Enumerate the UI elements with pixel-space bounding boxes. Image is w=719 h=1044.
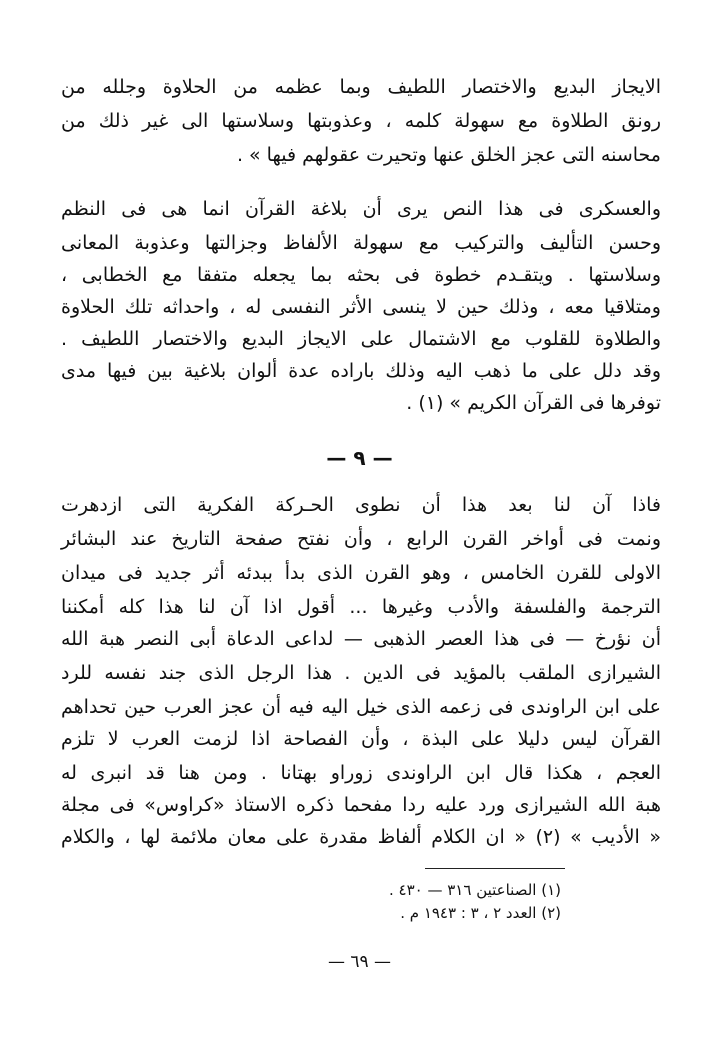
text-line: العجم ، هكذا قال ابن الراوندى زوراو بهتانا . ومن هنا قد انبرى له [61,762,661,784]
text-line: على ابن الراوندى فى زعمه الذى خيل اليه فيه أن عجز العرب حين تحداهم [61,696,661,718]
text-line: محاسنه التى عجز الخلق عنها وتحيرت عقولهم فيها » . [236,144,661,166]
footnote: (٢) العدد ٢ ، ٣ : ١٩٤٣ م . [400,904,561,922]
footnote-divider [425,868,565,869]
text-line: الاولى للقرن الخامس ، وهو القرن الذى بدأ ببدئه أثر جديد فى ميدان [61,562,661,584]
page-number: — ٦٩ — [327,952,392,972]
text-line: والعسكرى فى هذا النص يرى أن بلاغة القرآن انما هى فى النظم [61,198,661,220]
text-line: فاذا آن لنا بعد هذا أن نطوى الحـركة الفكرية التى ازدهرت [61,494,661,516]
text-line: القرآن ليس دليلا على البذة ، وأن الفصاحة اذا لزمت العرب لا تلزم [61,728,661,750]
text-line: توفرها فى القرآن الكريم » (١) . [406,392,661,414]
text-line: ومتلاقيا معه ، وذلك حين لا ينسى الأثر النفسى له ، واحداثه تلك الحلاوة [61,296,661,318]
text-line: رونق الطلاوة مع سهولة كلمه ، وعذوبتها وسلاستها الى غير ذلك من [61,110,661,132]
text-line: هبة الله الشيرازى ورد عليه ردا مفحما ذكره الاستاذ «كراوس» فى مجلة [61,794,661,816]
text-line: « الأديب » (٢) « ان الكلام ألفاظ مقدرة على معان ملائمة لها ، والكلام [61,826,661,848]
text-line: وحسن التأليف والتركيب مع سهولة الألفاظ وجزالتها وعذوبة المعانى [61,232,661,254]
text-line: الترجمة والفلسفة والأدب وغيرها ... أقول اذا آن لنا هذا كله أمكننا [61,596,661,618]
footnote: (١) الصناعتين ٣١٦ — ٤٣٠ . [388,881,561,899]
text-line: وسلاستها . ويتقـدم خطوة فى بحثه بما يجعله متفقا مع الخطابى ، [61,264,661,286]
text-line: الشيرازى الملقب بالمؤيد فى الدين . هذا الرجل الذى جند نفسه للرد [61,662,661,684]
text-line: الايجاز البديع والاختصار اللطيف وبما عظمه من الحلاوة وجلله من [61,76,661,98]
text-line: وقد دلل على ما ذهب اليه وذلك باراده عدة ألوان بلاغية بين فيها مدى [61,360,661,382]
text-line: ونمت فى أواخر القرن الرابع ، وأن نفتح صفحة التاريخ عند البشائر [61,528,661,550]
section-heading: — ٩ — [326,446,393,470]
text-line: أن نؤرخ — فى هذا العصر الذهبى — لداعى الدعاة أبى النصر هبة الله [61,628,661,650]
text-line: والطلاوة للقلوب مع الاشتمال على الايجاز البديع والاختصار اللطيف . [61,328,661,350]
